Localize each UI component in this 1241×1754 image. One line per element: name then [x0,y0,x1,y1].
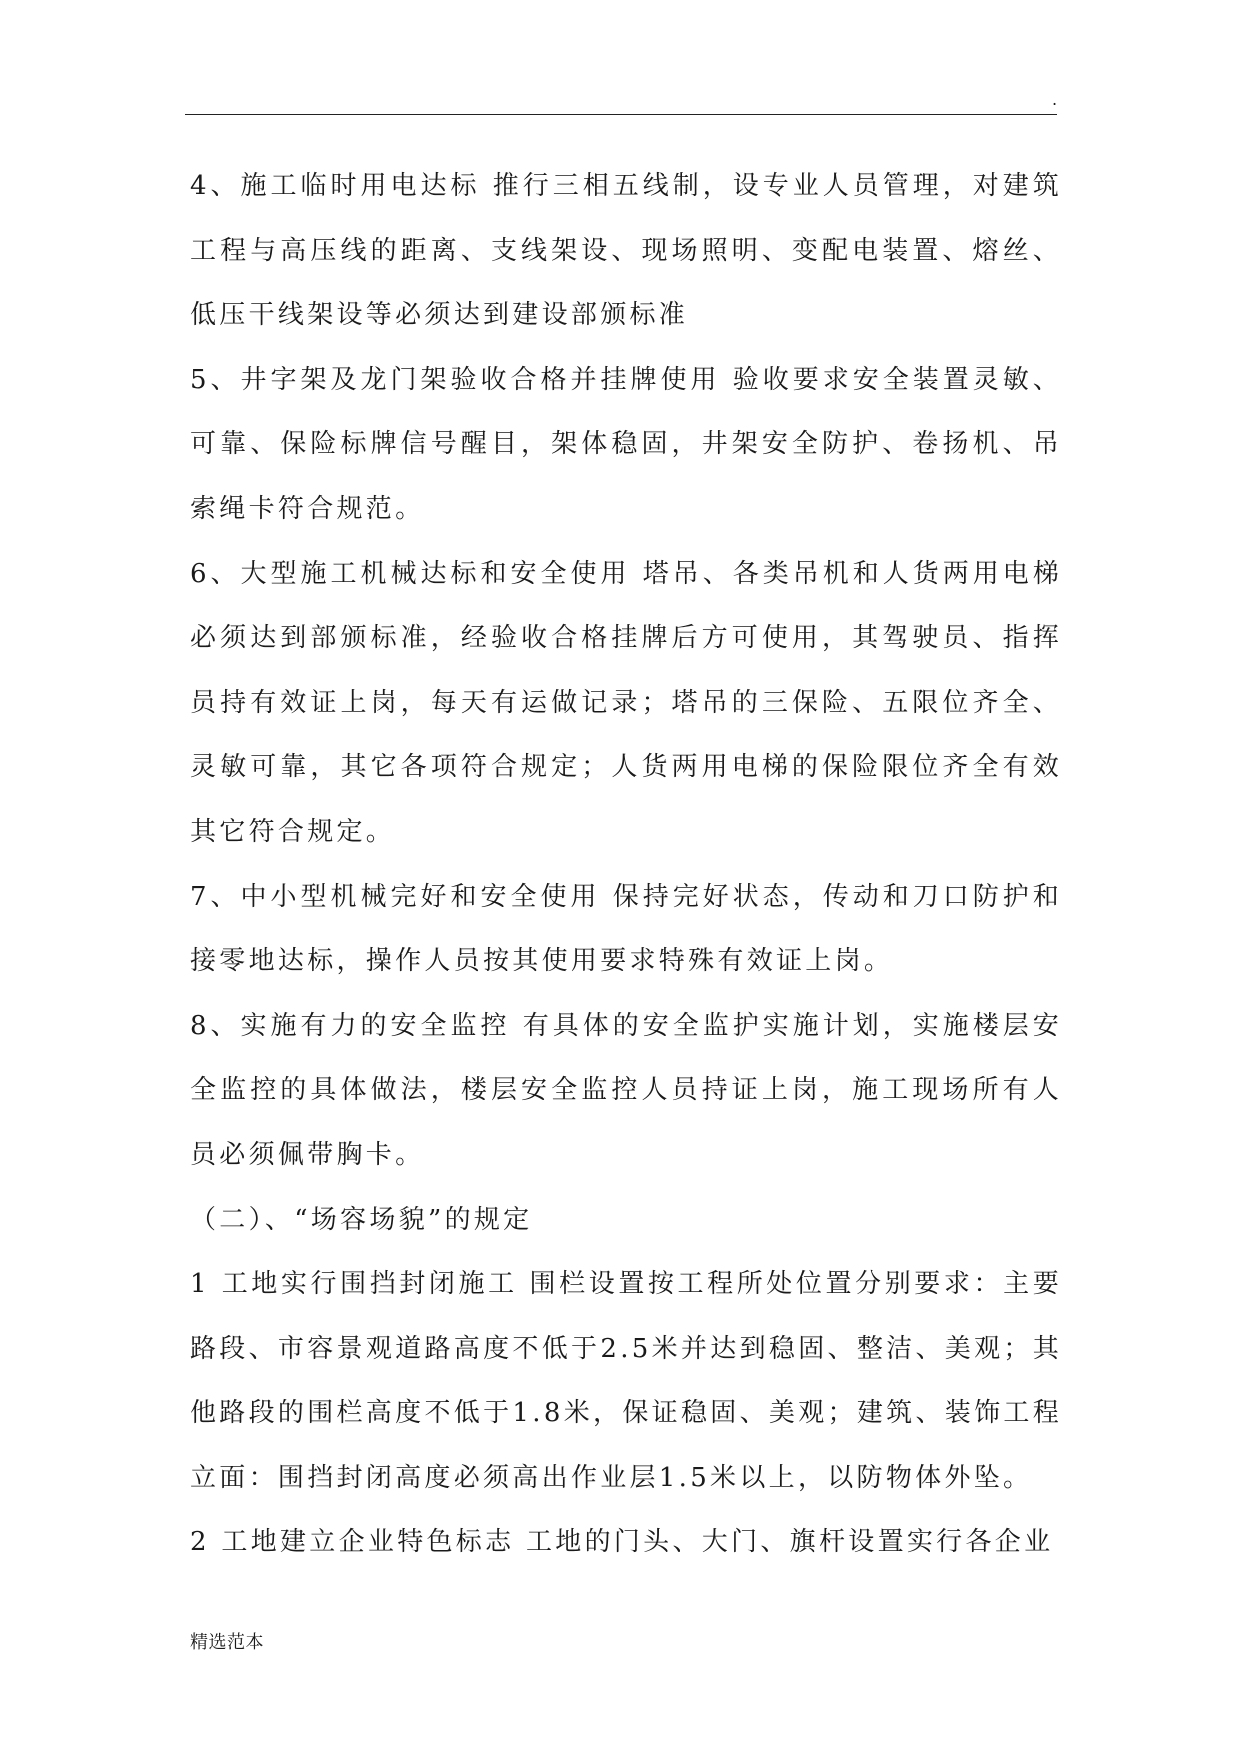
paragraph-item-7: 7、中小型机械完好和安全使用 保持完好状态，传动和刀口防护和接零地达标，操作人员按其使用要求特殊有效证上岗。 [190,881,1062,977]
body-text [190,154,1062,1575]
paragraph-item-6: 6、大型施工机械达标和安全使用 塔吊、各类吊机和人货两用电梯必须达到部颁标准，经验收合格挂牌后方可使用，其驾驶员、指挥员持有效证上岗，每天有运做记录；塔吊的三保险、五限位齐全、灵敏可靠，其它各项符合规定；人货两用电梯的保险限位齐全有效其它符合规定。 [190,558,1062,847]
paragraph-item-5: 5、井字架及龙门架验收合格并挂牌使用 验收要求安全装置灵敏、可靠、保险标牌信号醒目，架体稳固，井架安全防护、卷扬机、吊索绳卡符合规范。 [190,364,1062,524]
paragraph-item-8: 8、实施有力的安全监控 有具体的安全监护实施计划，实施楼层安全监控的具体做法，楼层安全监控人员持证上岗，施工现场所有人员必须佩带胸卡。 [190,1010,1062,1170]
paragraph-item-2: 2 工地建立企业特色标志 工地的门头、大门、旗杆设置实行各企业 [190,1527,1054,1558]
header-rule [185,114,1057,115]
paragraph-item-1: 1 工地实行围挡封闭施工 围栏设置按工程所处位置分别要求：主要路段、市容景观道路高度不低于2.5米并达到稳固、整洁、美观；其他路段的围栏高度不低于1.8米，保证稳固、美观；建筑、装饰工程立面：围挡封闭高度必须高出作业层1.5米以上，以防物体外坠。 [190,1269,1062,1493]
section-heading: （二）、“场容场貌”的规定 [190,1204,533,1235]
footer-label: 精选范本 [190,1632,264,1653]
paragraph-item-4: 4、施工临时用电达标 推行三相五线制，设专业人员管理，对建筑工程与高压线的距离、支线架设、现场照明、变配电装置、熔丝、低压干线架设等必须达到建设部颁标准 [190,171,1062,331]
header-dot: . [1052,90,1058,109]
